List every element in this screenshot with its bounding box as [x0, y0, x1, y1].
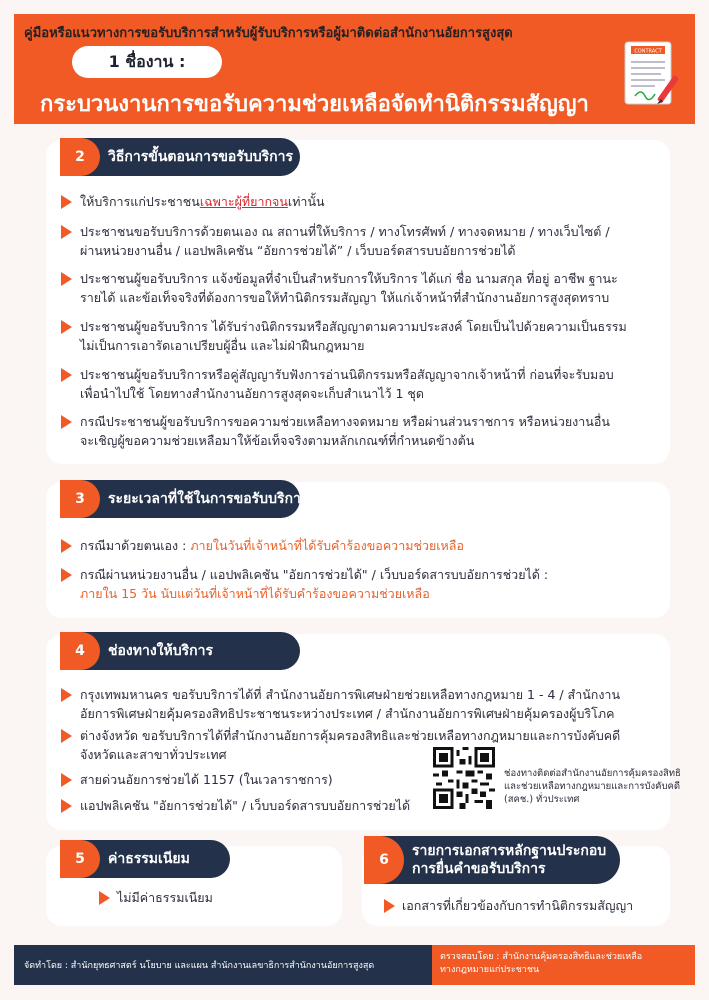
step-6-line-2: จะเชิญผู้ขอความช่วยเหลือมาให้ข้อเท็จจริงตามหลักเกณฑ์ที่กำหนดข้างต้น: [80, 433, 475, 448]
process-title: กระบวนงานการขอรับความช่วยเหลือจัดทำนิติกรรมสัญญา: [40, 92, 589, 117]
step-4: [80, 317, 627, 355]
triangle-bullet-icon: [61, 415, 72, 429]
triangle-bullet-icon: [99, 891, 110, 905]
section-5-header: [60, 840, 230, 878]
triangle-bullet-icon: [61, 773, 72, 787]
duration-other-value: ภายใน 15 วัน นับแต่วันที่เจ้าหน้าที่ได้รับคำร้องขอความช่วยเหลือ: [80, 586, 430, 601]
section-2-header: [60, 138, 300, 176]
channel-hotline: [80, 770, 333, 789]
section-4-title: ช่องทางให้บริการ: [108, 643, 213, 659]
section-5-number: 5: [60, 840, 100, 878]
triangle-bullet-icon: [61, 195, 72, 209]
duration-in-person: [80, 536, 464, 555]
step-2-line-1: ประชาชนขอรับบริการด้วยตนเอง ณ สถานที่ให้บริการ / ทางโทรศัพท์ / ทางจดหมาย / ทางเว็บไซต์ /: [80, 224, 610, 239]
step-1-highlight: เฉพาะผู้ที่ยากจน: [199, 194, 288, 209]
channel-provinces-line-2: จังหวัดและสาขาทั่วประเทศ: [80, 747, 227, 762]
step-5: [80, 365, 614, 403]
footer-checked-by: [432, 945, 695, 985]
channel-bangkok-line-1: กรุงเทพมหานคร ขอรับบริการได้ที่ สำนักงานอัยการพิเศษฝ่ายช่วยเหลือทางกฎหมาย 1 - 4 / สำนักงาน: [80, 687, 620, 702]
duration-in-person-label: กรณีมาด้วยตนเอง :: [80, 538, 191, 553]
duration-in-person-value: ภายในวันที่เจ้าหน้าที่ได้รับคำร้องขอความช่วยเหลือ: [190, 538, 464, 553]
qr-note-line-2: และช่วยเหลือทางกฎหมายและการบังคับคดี: [504, 781, 681, 792]
step-3-line-1: ประชาชนผู้ขอรับบริการ แจ้งข้อมูลที่จำเป็นสำหรับการให้บริการ ได้แก่ ชื่อ นามสกุล ที่อยู่ อาชีพ ฐานะ: [80, 271, 618, 286]
channel-app-text: แอปพลิเคชัน "อัยการช่วยได้" / เว็บบอร์ดสารบบอัยการช่วยได้: [80, 798, 411, 813]
section-6-title-line-2: การยื่นคำขอรับบริการ: [412, 861, 546, 877]
step-2-line-2: ผ่านหน่วยงานอื่น / แอปพลิเคชัน “อัยการช่วยได้” / เว็บบอร์ดสารบบอัยการช่วยได้: [80, 243, 516, 258]
footer: [14, 945, 695, 985]
duration-other-label: กรณีผ่านหน่วยงานอื่น / แอปพลิเคชัน "อัยการช่วยได้" / เว็บบอร์ดสารบบอัยการช่วยได้ :: [80, 567, 549, 582]
triangle-bullet-icon: [61, 568, 72, 582]
channel-hotline-text: สายด่วนอัยการช่วยได้ 1157 (ในเวลาราชการ): [80, 772, 333, 787]
qr-note-line-3: (สคช.) ทั่วประเทศ: [504, 794, 580, 805]
work-name-label: 1 ชื่องาน :: [72, 46, 222, 78]
triangle-bullet-icon: [61, 272, 72, 286]
channel-bangkok-line-2: อัยการพิเศษฝ่ายคุ้มครองสิทธิประชาชนระหว่างประเทศ / สำนักงานอัยการพิเศษฝ่ายคุ้มครองผู้บริโภค: [80, 706, 615, 721]
triangle-bullet-icon: [61, 368, 72, 382]
section-3-header: [60, 480, 309, 518]
contract-document-pen-icon: [621, 36, 683, 112]
channel-provinces: [80, 726, 620, 764]
fee-value: ไม่มีค่าธรรมเนียม: [117, 890, 213, 905]
step-5-line-2: เพื่อนำไปใช้ โดยทางสำนักงานอัยการสูงสุดจะเก็บสำเนาไว้ 1 ชุด: [80, 386, 425, 401]
triangle-bullet-icon: [384, 899, 395, 913]
section-3-number: 3: [60, 480, 100, 518]
section-4-number: 4: [60, 632, 100, 670]
triangle-bullet-icon: [61, 799, 72, 813]
section-6-number: 6: [364, 836, 404, 884]
section-4-header: [60, 632, 300, 670]
step-2: [80, 222, 610, 260]
step-1-text: ให้บริการแก่ประชาชน: [80, 194, 200, 209]
section-6-header: [364, 836, 620, 884]
step-1: [80, 192, 325, 211]
step-6-line-1: กรณีประชาชนผู้ขอรับบริการขอความช่วยเหลือทางจดหมาย หรือผ่านส่วนราชการ หรือหน่วยงานอื่น: [80, 414, 610, 429]
step-6: [80, 412, 610, 450]
contract-icon-label: CONTRACT: [634, 48, 662, 55]
manual-title: คู่มือหรือแนวทางการขอรับบริการสำหรับผู้รับบริการหรือผู้มาติดต่อสำนักงานอัยการสูงสุด: [24, 26, 513, 41]
channel-app: [80, 796, 410, 815]
duration-other-channels: [80, 565, 548, 603]
step-3: [80, 269, 618, 307]
section-3-title: ระยะเวลาที่ใช้ในการขอรับบริการ: [108, 491, 309, 507]
channel-bangkok: [80, 685, 620, 723]
header-banner: [14, 14, 695, 124]
document-item: เอกสารที่เกี่ยวข้องกับการทำนิติกรรมสัญญา: [402, 898, 634, 913]
footer-prepared-by: จัดทำโดย : สำนักยุทธศาสตร์ นโยบาย และแผน สำนักงานเลขาธิการสำนักงานอัยการสูงสุด: [24, 961, 375, 971]
triangle-bullet-icon: [61, 320, 72, 334]
qr-note: [504, 767, 681, 806]
footer-checked-by-line-1: ตรวจสอบโดย : สำนักงานคุ้มครองสิทธิและช่วยเหลือ: [440, 952, 643, 962]
qr-note-line-1: ช่องทางติดต่อสำนักงานอัยการคุ้มครองสิทธิ: [504, 768, 681, 779]
footer-checked-by-line-2: ทางกฎหมายแก่ประชาชน: [440, 965, 540, 975]
section-2-title: วิธีการขั้นตอนการขอรับบริการ: [108, 149, 293, 165]
channel-provinces-line-1: ต่างจังหวัด ขอรับบริการได้ที่สำนักงานอัยการคุ้มครองสิทธิและช่วยเหลือทางกฎหมายและการบังคับคดี: [80, 728, 621, 743]
triangle-bullet-icon: [61, 225, 72, 239]
step-5-line-1: ประชาชนผู้ขอรับบริการหรือคู่สัญญารับฟังการอ่านนิติกรรมหรือสัญญาจากเจ้าหน้าที่ ก่อนที่จะรับมอบ: [80, 367, 614, 382]
section-5-title: ค่าธรรมเนียม: [108, 851, 190, 867]
section-6-title-line-1: รายการเอกสารหลักฐานประกอบ: [412, 843, 607, 859]
step-1-suffix: เท่านั้น: [287, 194, 325, 209]
triangle-bullet-icon: [61, 539, 72, 553]
step-4-line-1: ประชาชนผู้ขอรับบริการ ได้รับร่างนิติกรรมหรือสัญญาตามความประสงค์ โดยเป็นไปด้วยความเป็นธรรม: [80, 319, 627, 334]
triangle-bullet-icon: [61, 688, 72, 702]
step-4-line-2: ไม่เป็นการเอารัดเอาเปรียบผู้อื่น และไม่ฝ่าฝืนกฎหมาย: [80, 338, 365, 353]
qr-code[interactable]: [433, 747, 495, 809]
step-3-line-2: รายได้ และข้อเท็จจริงที่ต้องการขอให้ทำนิติกรรมสัญญา ให้แก่เจ้าหน้าที่สำนักงานอัยการสูงสุดทราบ: [80, 290, 610, 305]
triangle-bullet-icon: [61, 729, 72, 743]
section-2-number: 2: [60, 138, 100, 176]
